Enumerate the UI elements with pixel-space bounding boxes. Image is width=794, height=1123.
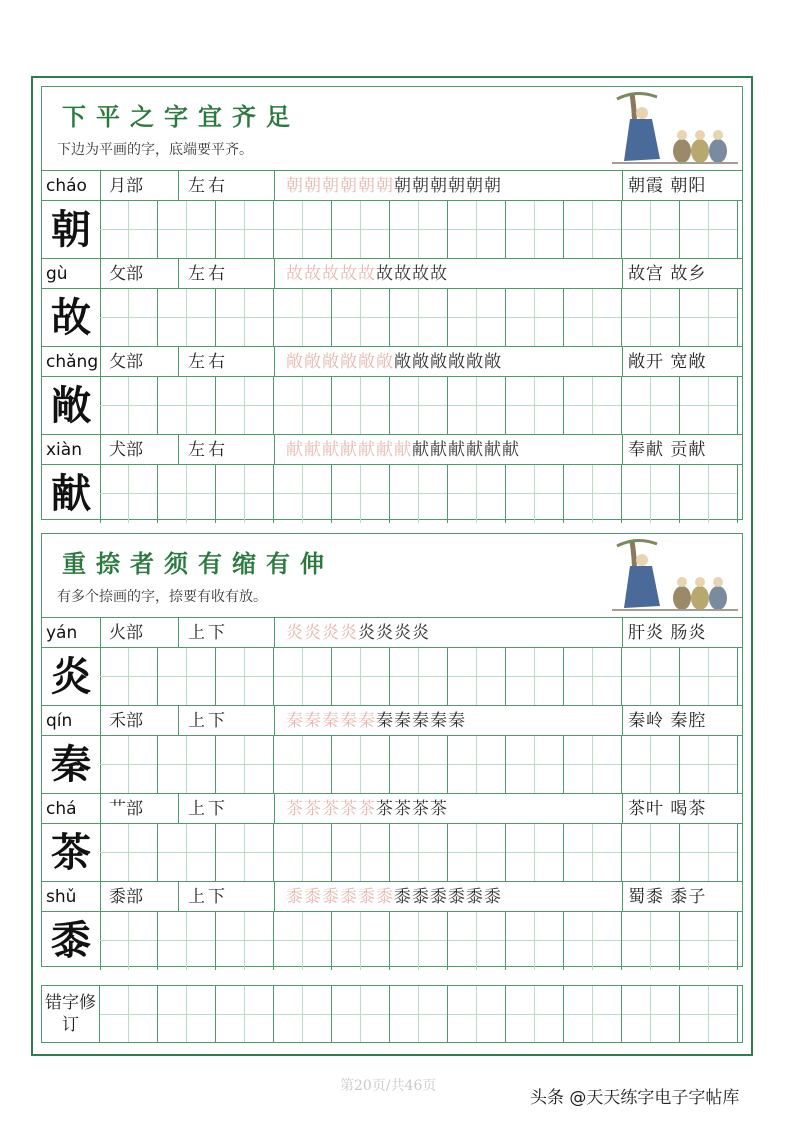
practice-cell[interactable] xyxy=(506,648,564,706)
column-divider xyxy=(274,259,275,289)
stroke-step: 献 xyxy=(376,440,394,460)
radical-label: 艹部 xyxy=(109,799,143,819)
stroke-step: 献 xyxy=(304,440,322,460)
stroke-step: 敞 xyxy=(466,352,484,372)
practice-cell[interactable] xyxy=(158,201,216,259)
stroke-order xyxy=(286,171,502,201)
practice-cell[interactable] xyxy=(448,736,506,794)
column-divider xyxy=(100,435,101,465)
stroke-step: 献 xyxy=(394,440,412,460)
column-divider xyxy=(100,706,101,736)
example-words: 敞开 宽敞 xyxy=(628,352,707,372)
practice-cell[interactable] xyxy=(564,289,622,347)
practice-cell[interactable] xyxy=(680,465,738,523)
model-character: 秦 xyxy=(42,736,101,794)
column-divider xyxy=(274,171,275,201)
stroke-order xyxy=(286,618,430,648)
practice-cell[interactable] xyxy=(680,201,738,259)
practice-grid xyxy=(42,911,742,970)
radical-label: 攵部 xyxy=(109,352,143,372)
practice-cell[interactable] xyxy=(564,465,622,523)
practice-grid xyxy=(42,288,742,347)
pinyin-label: chǎng xyxy=(46,352,99,372)
column-divider xyxy=(178,794,179,824)
stroke-step: 敞 xyxy=(412,352,430,372)
radical-label: 禾部 xyxy=(109,711,143,731)
stroke-step: 献 xyxy=(484,440,502,460)
practice-cell[interactable] xyxy=(216,201,274,259)
practice-cell[interactable] xyxy=(506,736,564,794)
column-divider xyxy=(100,171,101,201)
practice-cell[interactable] xyxy=(332,289,390,347)
stroke-step: 献 xyxy=(412,440,430,460)
column-divider xyxy=(178,259,179,289)
column-divider xyxy=(274,618,275,648)
practice-grid xyxy=(42,735,742,794)
practice-grid xyxy=(42,376,742,435)
stroke-step: 炎 xyxy=(304,623,322,643)
structure-label: 左右 xyxy=(188,176,228,196)
practice-cell[interactable] xyxy=(390,201,448,259)
stroke-step: 炎 xyxy=(358,623,376,643)
stroke-step: 炎 xyxy=(412,623,430,643)
column-divider xyxy=(100,618,101,648)
stroke-step: 献 xyxy=(430,440,448,460)
radical-label: 攵部 xyxy=(109,264,143,284)
practice-cell[interactable] xyxy=(448,201,506,259)
stroke-step: 秦 xyxy=(340,711,358,731)
practice-cell[interactable] xyxy=(390,377,448,435)
practice-cell[interactable] xyxy=(216,824,274,882)
column-divider xyxy=(274,882,275,912)
practice-grid xyxy=(42,647,742,706)
structure-label: 上下 xyxy=(188,711,228,731)
column-divider xyxy=(178,706,179,736)
stroke-step: 秦 xyxy=(286,711,304,731)
pinyin-label: xiàn xyxy=(46,440,82,460)
stroke-step: 敞 xyxy=(448,352,466,372)
practice-cell[interactable] xyxy=(100,912,158,970)
practice-cell[interactable] xyxy=(448,648,506,706)
model-character: 炎 xyxy=(42,648,101,706)
practice-cell[interactable] xyxy=(390,912,448,970)
row-header xyxy=(42,346,742,377)
stroke-step: 敞 xyxy=(304,352,322,372)
correction-label: 错字修订 xyxy=(42,986,100,1042)
column-divider xyxy=(178,347,179,377)
row-header xyxy=(42,258,742,289)
practice-cell[interactable] xyxy=(680,824,738,882)
stroke-step: 朝 xyxy=(448,176,466,196)
correction-cell[interactable] xyxy=(680,986,738,1042)
correction-cell[interactable] xyxy=(390,986,448,1042)
stroke-step: 故 xyxy=(376,264,394,284)
example-words: 朝霞 朝阳 xyxy=(628,176,707,196)
practice-grid xyxy=(42,464,742,523)
practice-grid xyxy=(42,823,742,882)
stroke-order xyxy=(286,706,466,736)
column-divider xyxy=(178,882,179,912)
stroke-step: 黍 xyxy=(286,887,304,907)
section-1 xyxy=(41,86,743,520)
column-divider xyxy=(100,259,101,289)
column-divider xyxy=(100,794,101,824)
correction-cell[interactable] xyxy=(564,986,622,1042)
practice-cell[interactable] xyxy=(390,736,448,794)
pinyin-label: qín xyxy=(46,711,73,731)
practice-cell[interactable] xyxy=(274,912,332,970)
stroke-step: 秦 xyxy=(394,711,412,731)
practice-grid xyxy=(42,200,742,259)
practice-cell[interactable] xyxy=(100,465,158,523)
stroke-step: 秦 xyxy=(358,711,376,731)
stroke-step: 秦 xyxy=(376,711,394,731)
radical-label: 犬部 xyxy=(109,440,143,460)
watermark: 头条 @天天练字电子字帖库 xyxy=(530,1088,740,1108)
practice-cell[interactable] xyxy=(622,465,680,523)
correction-cell[interactable] xyxy=(274,986,332,1042)
practice-cell[interactable] xyxy=(622,377,680,435)
practice-cell[interactable] xyxy=(622,824,680,882)
pinyin-label: shǔ xyxy=(46,887,77,907)
practice-cell[interactable] xyxy=(216,912,274,970)
structure-label: 左右 xyxy=(188,264,228,284)
row-header xyxy=(42,170,742,201)
practice-cell[interactable] xyxy=(622,736,680,794)
example-words: 茶叶 喝茶 xyxy=(628,799,707,819)
practice-cell[interactable] xyxy=(622,648,680,706)
section-1-header xyxy=(42,87,742,170)
stroke-step: 敞 xyxy=(394,352,412,372)
stroke-step: 茶 xyxy=(286,799,304,819)
stroke-step: 茶 xyxy=(394,799,412,819)
radical-label: 黍部 xyxy=(109,887,143,907)
column-divider xyxy=(622,259,623,289)
section-2-title: 重捺者须有缩有伸 xyxy=(62,549,334,578)
stroke-order xyxy=(286,347,502,377)
correction-cell[interactable] xyxy=(100,986,158,1042)
stroke-step: 秦 xyxy=(430,711,448,731)
correction-cell[interactable] xyxy=(332,986,390,1042)
practice-cell[interactable] xyxy=(622,201,680,259)
stroke-step: 黍 xyxy=(448,887,466,907)
stroke-step: 献 xyxy=(286,440,304,460)
practice-cell[interactable] xyxy=(680,912,738,970)
practice-cell[interactable] xyxy=(158,648,216,706)
practice-cell[interactable] xyxy=(274,736,332,794)
row-header xyxy=(42,705,742,736)
scholar-illustration xyxy=(612,536,738,614)
stroke-step: 黍 xyxy=(466,887,484,907)
practice-cell[interactable] xyxy=(332,465,390,523)
practice-cell[interactable] xyxy=(448,289,506,347)
structure-label: 上下 xyxy=(188,799,228,819)
practice-cell[interactable] xyxy=(564,736,622,794)
practice-cell[interactable] xyxy=(332,377,390,435)
stroke-step: 朝 xyxy=(340,176,358,196)
row-header xyxy=(42,881,742,912)
correction-box xyxy=(41,985,743,1043)
practice-cell[interactable] xyxy=(680,289,738,347)
section-1-subtitle: 下边为平画的字，底端要平齐。 xyxy=(57,142,253,158)
practice-cell[interactable] xyxy=(100,201,158,259)
practice-cell[interactable] xyxy=(274,824,332,882)
stroke-order xyxy=(286,794,448,824)
practice-cell[interactable] xyxy=(506,201,564,259)
stroke-step: 朝 xyxy=(394,176,412,196)
pinyin-label: gù xyxy=(46,264,68,284)
column-divider xyxy=(622,347,623,377)
stroke-step: 献 xyxy=(466,440,484,460)
stroke-step: 黍 xyxy=(358,887,376,907)
stroke-step: 黍 xyxy=(484,887,502,907)
practice-cell[interactable] xyxy=(390,824,448,882)
stroke-step: 敞 xyxy=(322,352,340,372)
correction-cell[interactable] xyxy=(506,986,564,1042)
example-words: 蜀黍 黍子 xyxy=(628,887,707,907)
practice-cell[interactable] xyxy=(274,465,332,523)
practice-cell[interactable] xyxy=(216,465,274,523)
practice-cell[interactable] xyxy=(506,465,564,523)
stroke-step: 炎 xyxy=(322,623,340,643)
stroke-step: 炎 xyxy=(376,623,394,643)
stroke-step: 黍 xyxy=(376,887,394,907)
stroke-step: 故 xyxy=(430,264,448,284)
stroke-step: 朝 xyxy=(286,176,304,196)
practice-cell[interactable] xyxy=(564,377,622,435)
stroke-step: 秦 xyxy=(304,711,322,731)
practice-cell[interactable] xyxy=(100,289,158,347)
stroke-step: 敞 xyxy=(484,352,502,372)
example-words: 秦岭 秦腔 xyxy=(628,711,707,731)
column-divider xyxy=(622,435,623,465)
practice-cell[interactable] xyxy=(100,377,158,435)
stroke-step: 黍 xyxy=(340,887,358,907)
stroke-step: 朝 xyxy=(376,176,394,196)
practice-cell[interactable] xyxy=(100,736,158,794)
practice-cell[interactable] xyxy=(564,648,622,706)
section-2-subtitle: 有多个捺画的字，捺要有收有放。 xyxy=(57,589,267,605)
column-divider xyxy=(274,435,275,465)
stroke-order xyxy=(286,435,520,465)
practice-cell[interactable] xyxy=(158,736,216,794)
practice-cell[interactable] xyxy=(564,201,622,259)
column-divider xyxy=(178,171,179,201)
practice-cell[interactable] xyxy=(158,377,216,435)
practice-cell[interactable] xyxy=(158,289,216,347)
radical-label: 月部 xyxy=(109,176,143,196)
practice-cell[interactable] xyxy=(274,377,332,435)
structure-label: 上下 xyxy=(188,887,228,907)
practice-cell[interactable] xyxy=(564,824,622,882)
stroke-step: 敞 xyxy=(376,352,394,372)
column-divider xyxy=(274,706,275,736)
model-character: 黍 xyxy=(42,912,101,970)
stroke-order xyxy=(286,882,502,912)
model-character: 敞 xyxy=(42,377,101,435)
stroke-step: 敞 xyxy=(358,352,376,372)
stroke-step: 茶 xyxy=(304,799,322,819)
section-2-header xyxy=(42,534,742,617)
stroke-step: 敞 xyxy=(430,352,448,372)
row-header xyxy=(42,793,742,824)
practice-cell[interactable] xyxy=(448,824,506,882)
column-divider xyxy=(622,794,623,824)
stroke-step: 敞 xyxy=(286,352,304,372)
practice-cell[interactable] xyxy=(216,736,274,794)
stroke-step: 黍 xyxy=(394,887,412,907)
stroke-step: 朝 xyxy=(430,176,448,196)
stroke-step: 茶 xyxy=(340,799,358,819)
column-divider xyxy=(100,347,101,377)
practice-cell[interactable] xyxy=(506,824,564,882)
example-words: 奉献 贡献 xyxy=(628,440,707,460)
model-character: 朝 xyxy=(42,201,101,259)
practice-cell[interactable] xyxy=(506,912,564,970)
practice-cell[interactable] xyxy=(448,912,506,970)
practice-cell[interactable] xyxy=(680,736,738,794)
section-1-title: 下平之字宜齐足 xyxy=(62,102,300,131)
stroke-step: 黍 xyxy=(304,887,322,907)
practice-cell[interactable] xyxy=(100,824,158,882)
practice-cell[interactable] xyxy=(390,648,448,706)
section-2 xyxy=(41,533,743,967)
stroke-step: 敞 xyxy=(340,352,358,372)
stroke-step: 故 xyxy=(394,264,412,284)
stroke-step: 朝 xyxy=(412,176,430,196)
column-divider xyxy=(178,618,179,648)
stroke-step: 朝 xyxy=(358,176,376,196)
pinyin-label: yán xyxy=(46,623,78,643)
correction-cell[interactable] xyxy=(216,986,274,1042)
practice-cell[interactable] xyxy=(274,289,332,347)
structure-label: 左右 xyxy=(188,440,228,460)
stroke-step: 献 xyxy=(358,440,376,460)
stroke-step: 茶 xyxy=(358,799,376,819)
stroke-step: 故 xyxy=(286,264,304,284)
structure-label: 上下 xyxy=(188,623,228,643)
practice-cell[interactable] xyxy=(216,377,274,435)
stroke-step: 朝 xyxy=(322,176,340,196)
practice-cell[interactable] xyxy=(564,912,622,970)
stroke-step: 故 xyxy=(340,264,358,284)
row-header xyxy=(42,617,742,648)
stroke-step: 故 xyxy=(304,264,322,284)
practice-cell[interactable] xyxy=(216,648,274,706)
practice-cell[interactable] xyxy=(332,201,390,259)
column-divider xyxy=(100,882,101,912)
stroke-step: 故 xyxy=(412,264,430,284)
correction-cell[interactable] xyxy=(158,986,216,1042)
practice-cell[interactable] xyxy=(390,465,448,523)
stroke-step: 故 xyxy=(358,264,376,284)
stroke-step: 献 xyxy=(340,440,358,460)
stroke-step: 秦 xyxy=(412,711,430,731)
stroke-step: 秦 xyxy=(322,711,340,731)
practice-cell[interactable] xyxy=(622,912,680,970)
practice-cell[interactable] xyxy=(332,648,390,706)
stroke-step: 黍 xyxy=(430,887,448,907)
practice-cell[interactable] xyxy=(680,648,738,706)
column-divider xyxy=(274,347,275,377)
practice-cell[interactable] xyxy=(274,201,332,259)
practice-cell[interactable] xyxy=(390,289,448,347)
structure-label: 左右 xyxy=(188,352,228,372)
model-character: 茶 xyxy=(42,824,101,882)
stroke-step: 献 xyxy=(322,440,340,460)
stroke-step: 茶 xyxy=(322,799,340,819)
column-divider xyxy=(622,706,623,736)
column-divider xyxy=(178,435,179,465)
stroke-order xyxy=(286,259,448,289)
practice-cell[interactable] xyxy=(622,289,680,347)
stroke-step: 献 xyxy=(448,440,466,460)
stroke-step: 故 xyxy=(322,264,340,284)
scholar-illustration xyxy=(612,89,738,167)
pinyin-label: cháo xyxy=(46,176,87,196)
practice-cell[interactable] xyxy=(158,912,216,970)
model-character: 故 xyxy=(42,289,101,347)
practice-cell[interactable] xyxy=(448,377,506,435)
radical-label: 火部 xyxy=(109,623,143,643)
stroke-step: 茶 xyxy=(412,799,430,819)
practice-cell[interactable] xyxy=(332,736,390,794)
practice-cell[interactable] xyxy=(274,648,332,706)
column-divider xyxy=(622,882,623,912)
stroke-step: 献 xyxy=(502,440,520,460)
stroke-step: 黍 xyxy=(412,887,430,907)
stroke-step: 炎 xyxy=(340,623,358,643)
stroke-step: 炎 xyxy=(394,623,412,643)
practice-cell[interactable] xyxy=(506,289,564,347)
example-words: 故宫 故乡 xyxy=(628,264,707,284)
column-divider xyxy=(274,794,275,824)
stroke-step: 朝 xyxy=(484,176,502,196)
column-divider xyxy=(622,618,623,648)
practice-cell[interactable] xyxy=(680,377,738,435)
stroke-step: 朝 xyxy=(304,176,322,196)
stroke-step: 茶 xyxy=(376,799,394,819)
row-header xyxy=(42,434,742,465)
stroke-step: 朝 xyxy=(466,176,484,196)
pinyin-label: chá xyxy=(46,799,77,819)
practice-cell[interactable] xyxy=(158,465,216,523)
practice-cell[interactable] xyxy=(216,289,274,347)
practice-cell[interactable] xyxy=(158,824,216,882)
practice-cell[interactable] xyxy=(332,912,390,970)
practice-cell[interactable] xyxy=(332,824,390,882)
stroke-step: 炎 xyxy=(286,623,304,643)
practice-cell[interactable] xyxy=(100,648,158,706)
correction-cell[interactable] xyxy=(622,986,680,1042)
stroke-step: 秦 xyxy=(448,711,466,731)
column-divider xyxy=(622,171,623,201)
model-character: 献 xyxy=(42,465,101,523)
stroke-step: 茶 xyxy=(430,799,448,819)
correction-cell[interactable] xyxy=(448,986,506,1042)
page-number: 第20页/共46页 xyxy=(340,1078,437,1094)
example-words: 肝炎 肠炎 xyxy=(628,623,707,643)
practice-cell[interactable] xyxy=(448,465,506,523)
practice-cell[interactable] xyxy=(506,377,564,435)
stroke-step: 黍 xyxy=(322,887,340,907)
